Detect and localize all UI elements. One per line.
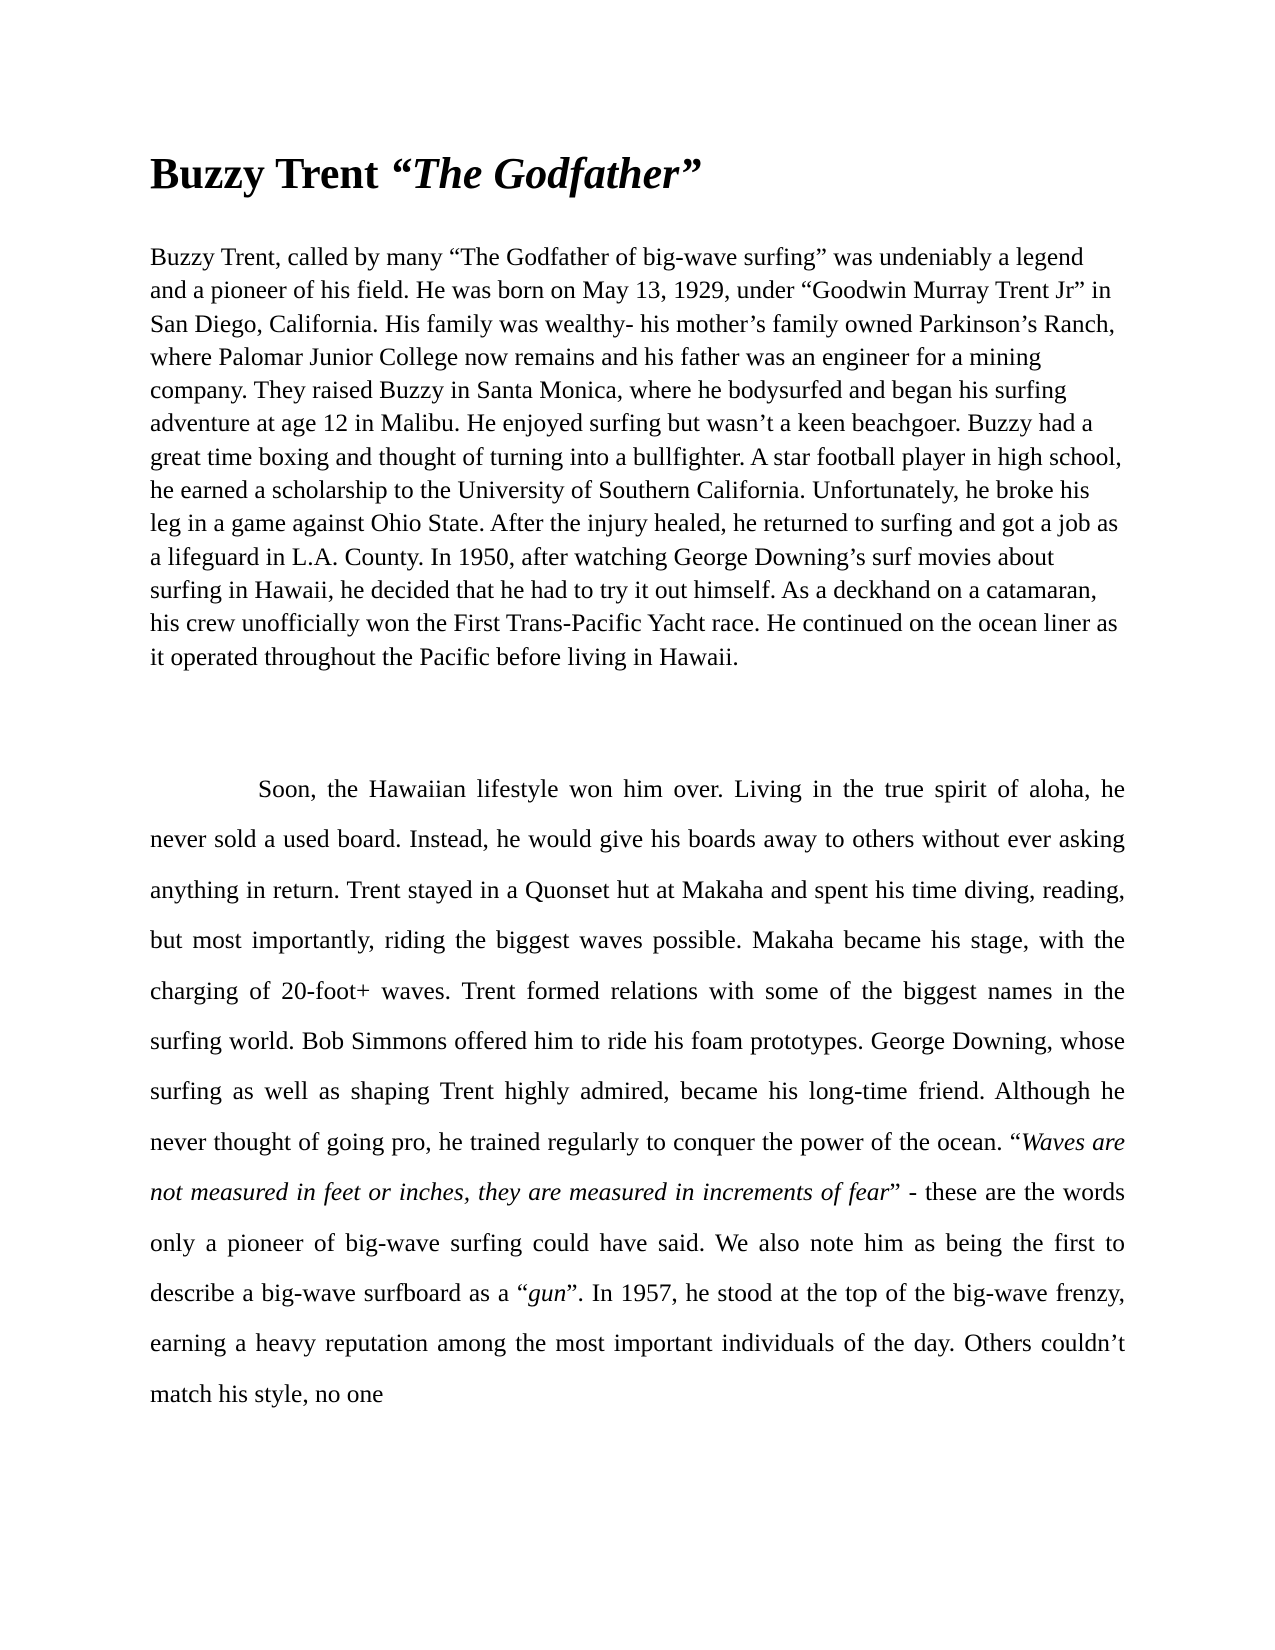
quote-text: Waves are not measured in feet or inches, they are measured in increments of fear [150,1127,1126,1207]
document-page [150,0,1125,1650]
title-name: Buzzy Trent [150,149,379,198]
title-epithet: “The Godfather” [389,149,702,198]
paragraph-2 [150,764,1125,1419]
paragraph-2-text-3: ”. In 1957, he stood at the top of the big-wave frenzy, earning a heavy reputation among the most important individuals of the day. Others couldn’t match his style, no one [150,1279,1125,1408]
paragraph-1: Buzzy Trent, called by many “The Godfather of big-wave surfing” was undeniably a legend and a pioneer of his field. He was born on May 13, 1929, under “Goodwin Murray Trent Jr” in San Diego, California. His family was wealthy- his mother’s family owned Parkinson’s Ranch, where Palomar Junior College now remains and his father was an engineer for a mining company. They raised Buzzy in Santa Monica, where he bodysurfed and began his surfing adventure at age 12 in Malibu. He enjoyed surfing but wasn’t a keen beachgoer. Buzzy had a great time boxing and thought of turning into a bullfighter. A star football player in high school, he earned a scholarship to the University of Southern California. Unfortunately, he broke his leg in a game against Ohio State. After the injury healed, he returned to surfing and got a job as a lifeguard in L.A. County. In 1950, after watching George Downing’s surf movies about surfing in Hawaii, he decided that he had to try it out himself. As a deckhand on a catamaran, his crew unofficially won the First Trans-Pacific Yacht race. He continued on the ocean liner as it operated throughout the Pacific before living in Hawaii. [150,243,1122,671]
page-title [150,150,701,198]
gun-term: gun [528,1279,567,1308]
paragraph-2-text-1: Soon, the Hawaiian lifestyle won him over. Living in the true spirit of aloha, he never sold a used board. Instead, he would give his boards away to others without ever asking anything in return. Trent stayed in a Quonset hut at Makaha and spent his time diving, reading, but most importantly, riding the biggest waves possible. Makaha became his stage, with the charging of 20-foot+ waves. Trent formed relations with some of the biggest names in the surfing world. Bob Simmons offered him to ride his foam prototypes. George Downing, whose surfing as well as shaping Trent highly admired, became his long-time friend. Although he never thought of going pro, he trained regularly to conquer the power of the ocean. “ [150,775,1125,1156]
paragraph-2-text-2: ” - these are the words only a pioneer of big-wave surfing could have said. We also note him as being the first to describe a big-wave surfboard as a “ [150,1178,1126,1308]
